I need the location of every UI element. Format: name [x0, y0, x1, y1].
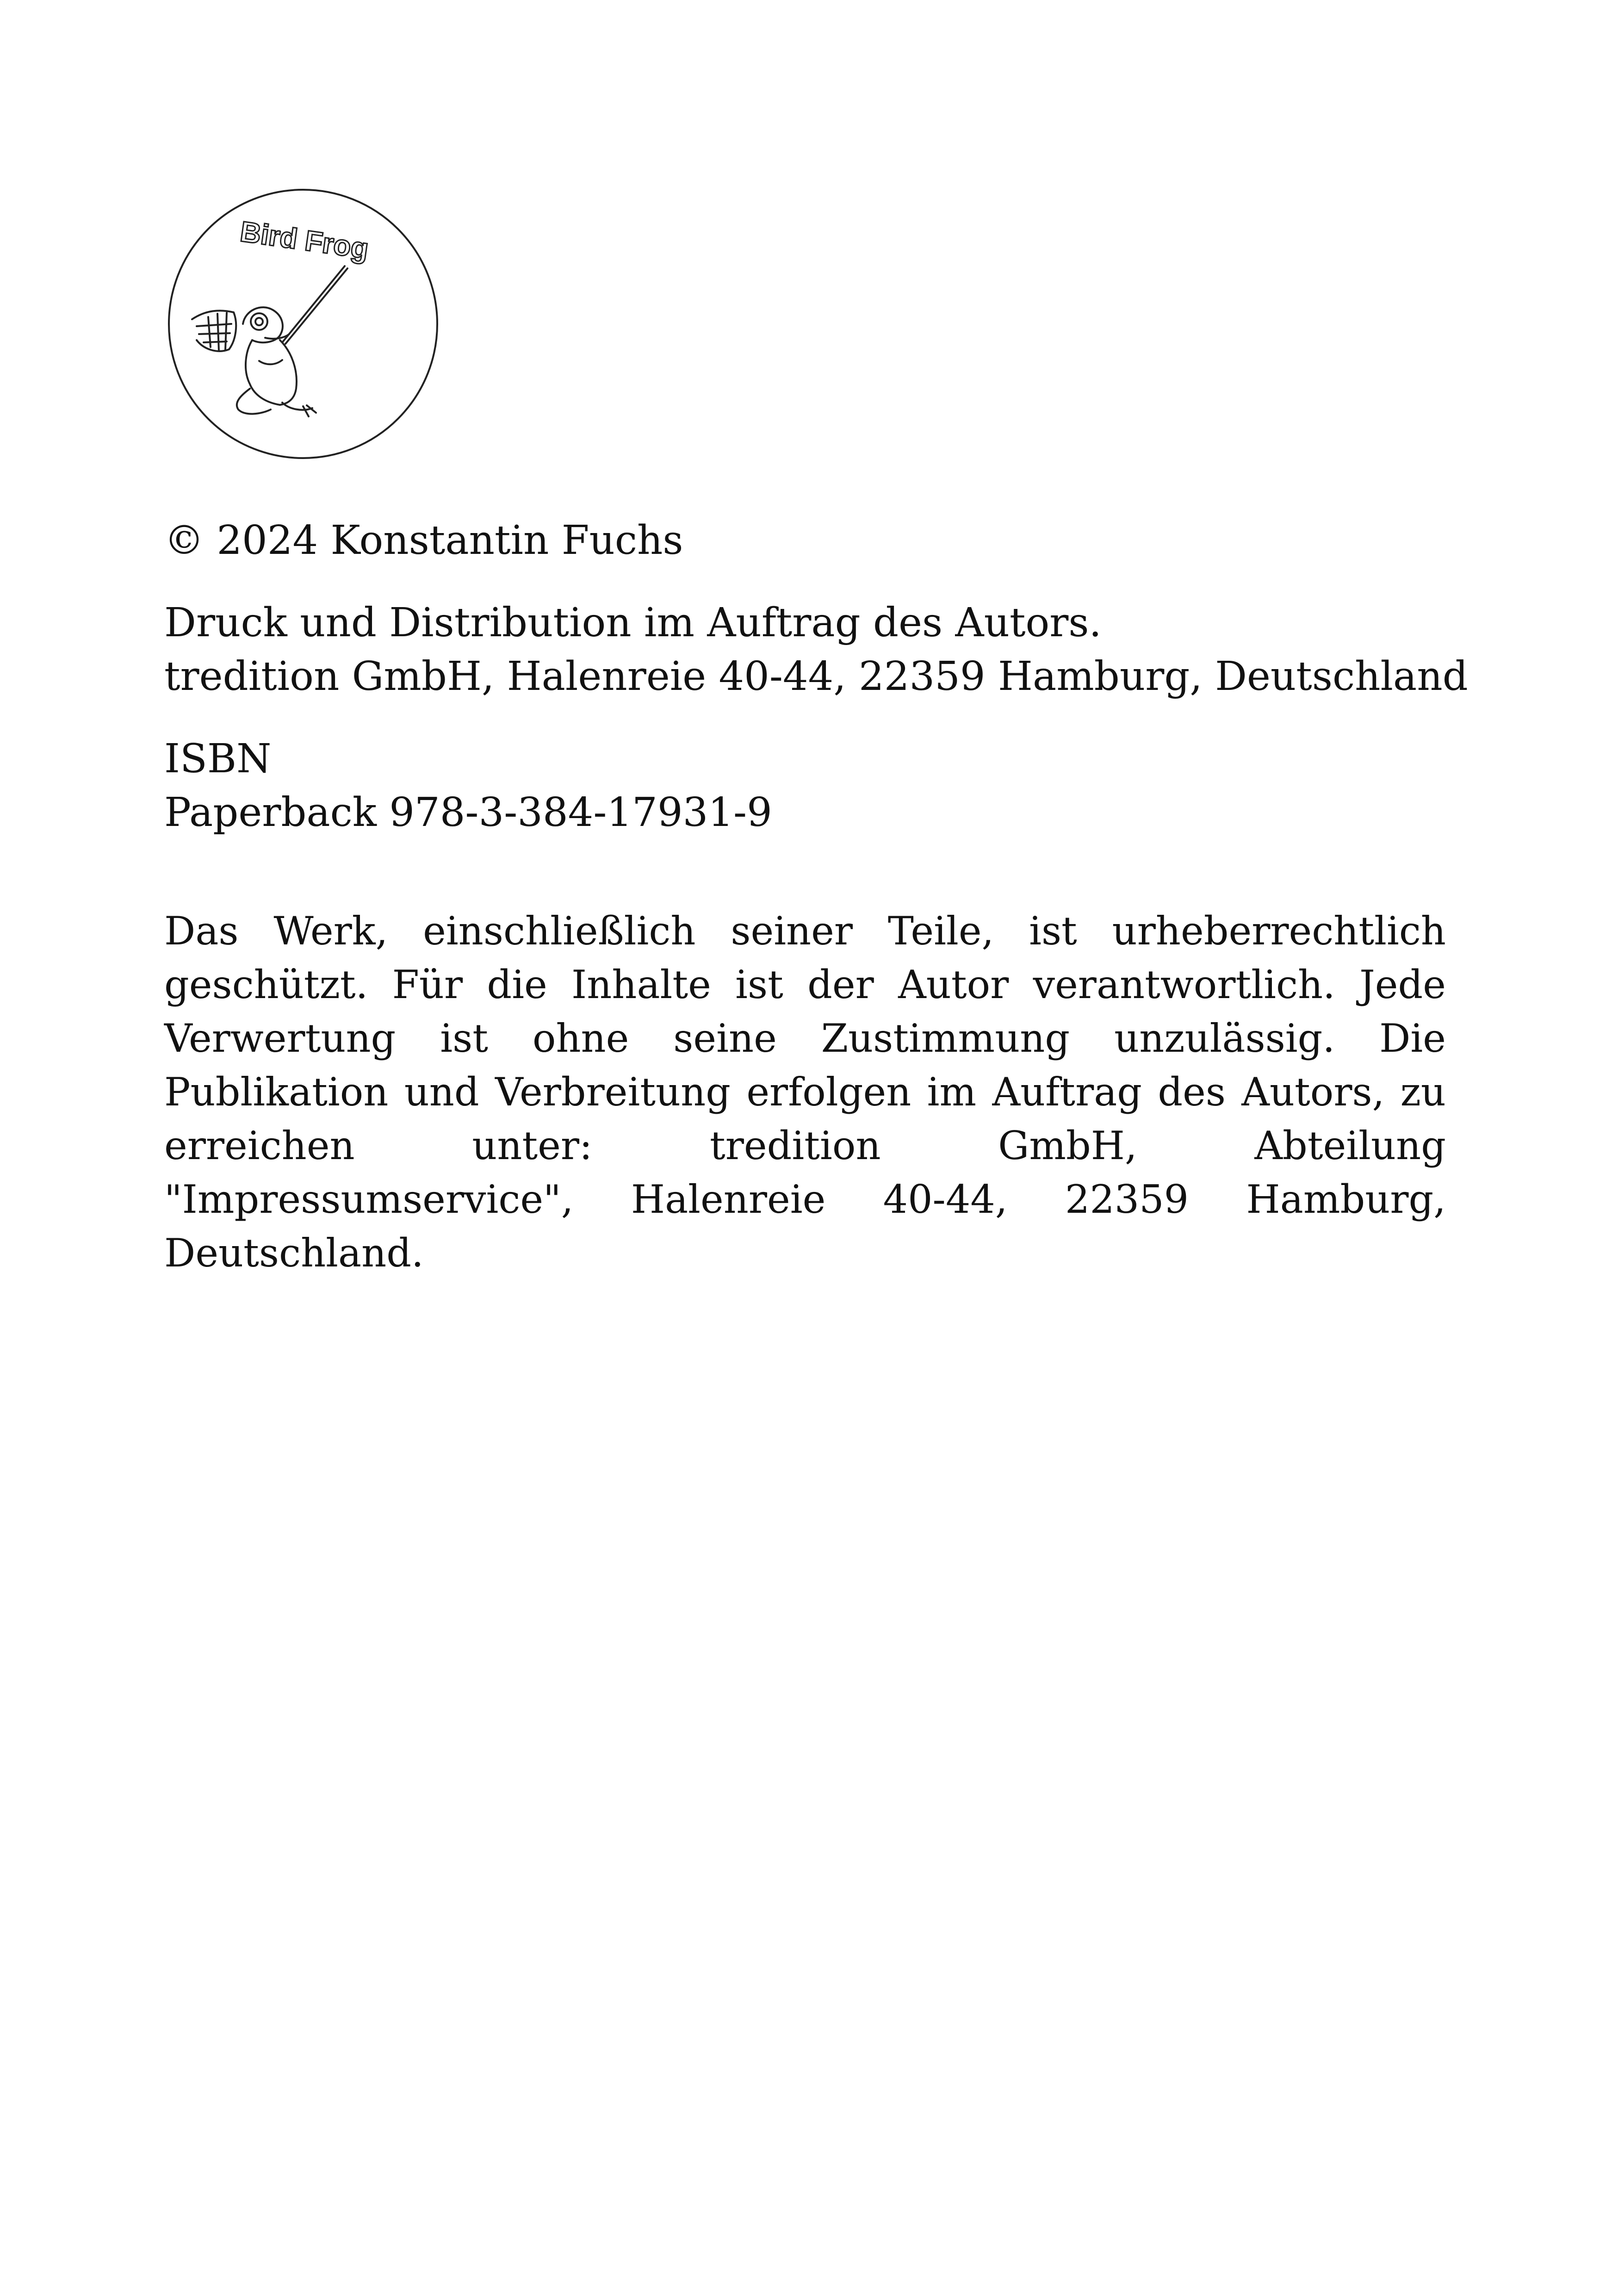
bird-frog-logo	[164, 185, 442, 463]
imprint	[164, 514, 1468, 1280]
logo-text: Bird Frog	[238, 216, 371, 266]
copyright-line	[164, 514, 1446, 567]
isbn-label: ISBN	[164, 736, 272, 782]
bird-frog-logo-drawing	[164, 185, 442, 463]
print-info	[164, 596, 1468, 703]
print-line-2: tredition GmbH, Halenreie 40-44, 22359 Hamburg, Deutschland	[164, 653, 1468, 700]
isbn-info	[164, 732, 1446, 839]
isbn-paperback: Paperback 978-3-384-17931-9	[164, 789, 772, 836]
copyright-text: © 2024 Konstantin Fuchs	[164, 517, 683, 564]
legal-notice: Das Werk, einschließlich seiner Teile, ist urheberrechtlich geschützt. Für die Inhalte ist der Autor verantwortlich. Jede Verwertung ist ohne seine Zustimmung unzulässig. Die Publikation und Verbreitung erfolgen im Auftrag des Autors, zu erreichen unter: tredition GmbH, Abteilung "Impressumservice", Halenreie 40-44, 22359 Hamburg, Deutschland.	[164, 908, 1446, 1276]
print-line-1: Druck und Distribution im Auftrag des Autors.	[164, 600, 1102, 646]
